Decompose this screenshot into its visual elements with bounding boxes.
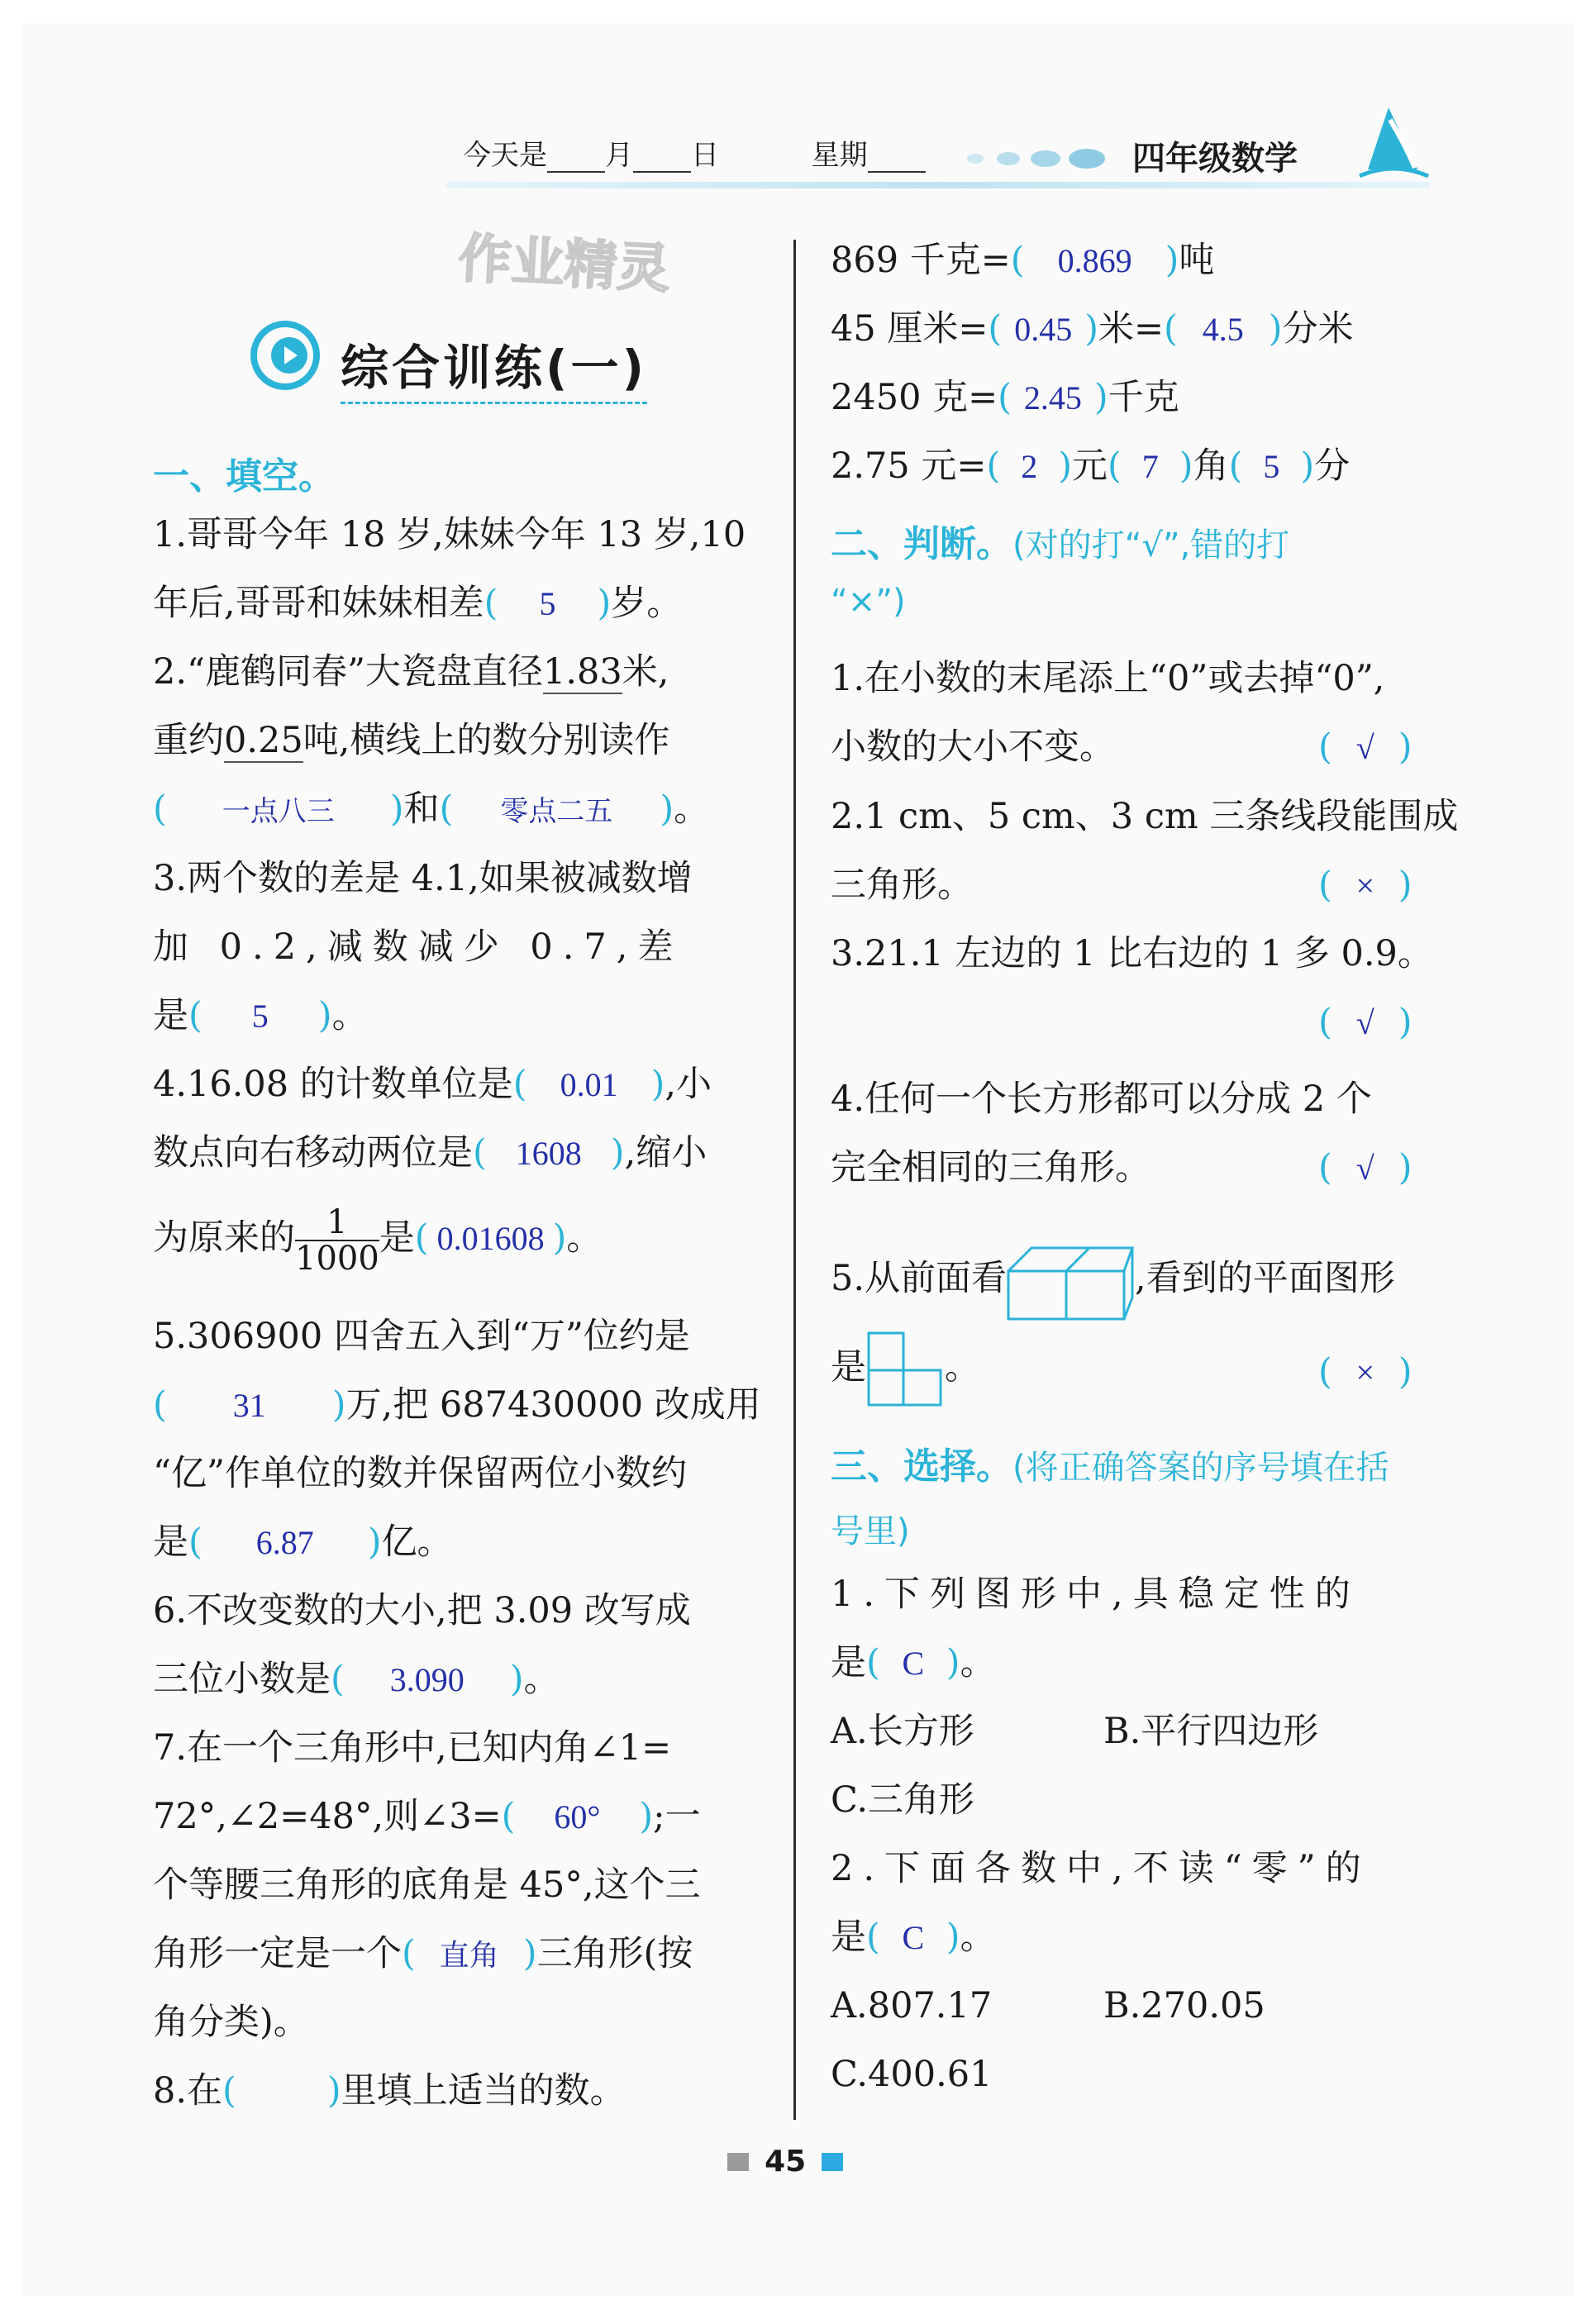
q7-line3: 个等腰三角形的底角是 45°,这个三 bbox=[153, 1864, 701, 1906]
c1-option-b[interactable]: B.平行四边形 bbox=[1103, 1711, 1319, 1752]
j1-line2: 小数的大小不变。 bbox=[831, 726, 1115, 768]
part2-heading-line bbox=[831, 514, 1289, 567]
q1-text: 年后,哥哥和妹妹相差 bbox=[153, 583, 484, 624]
conversion-row-2: 45 厘米=( 0.45 )米=( 4.5 )分米 bbox=[831, 308, 1354, 350]
j3-answer-box[interactable]: ( √ ) bbox=[1318, 1002, 1413, 1043]
q6-line1: 6.不改变数的大小,把 3.09 改写成 bbox=[153, 1590, 691, 1631]
q4-answer-3[interactable]: 0.01608 bbox=[436, 1220, 545, 1257]
conv4-unit-2: 角 bbox=[1193, 445, 1229, 487]
q4-text-b: ,小 bbox=[665, 1064, 712, 1105]
j2-line2: 三角形。 bbox=[831, 864, 973, 906]
fraction-denominator: 1000 bbox=[295, 1240, 379, 1278]
j5-text2: 是 bbox=[831, 1346, 866, 1388]
q4-line2: 数点向右移动两位是( 1608 ),缩小 bbox=[153, 1132, 707, 1174]
j4-line1: 4.任何一个长方形都可以分成 2 个 bbox=[831, 1079, 1372, 1120]
q6-text: 三位小数是 bbox=[153, 1659, 331, 1700]
part3-note: (将正确答案的序号填在括 bbox=[1012, 1449, 1389, 1487]
conv1-answer[interactable]: 0.869 bbox=[1057, 242, 1132, 279]
q5-answer-1[interactable]: 31 bbox=[232, 1387, 266, 1424]
q2-line3: ( 一点八三 )和( 零点二五 )。 bbox=[153, 788, 709, 832]
j2-answer[interactable]: × bbox=[1355, 867, 1375, 904]
q2-text2: 重约 bbox=[153, 720, 224, 761]
j4-answer[interactable]: √ bbox=[1355, 1150, 1374, 1187]
part2-note: (对的打“√”,错的打 bbox=[1012, 526, 1290, 564]
c2-option-b[interactable]: B.270.05 bbox=[1103, 1985, 1265, 2026]
j1-line1: 1.在小数的末尾添上“0”或去掉“0”, bbox=[831, 658, 1385, 699]
conv4-answer-2[interactable]: 7 bbox=[1141, 448, 1159, 485]
q8-text-b: 里填上适当的数。 bbox=[341, 2070, 626, 2112]
part1-heading: 一、填空。 bbox=[153, 455, 335, 498]
q2-underlined-1: 1.83 bbox=[543, 651, 622, 693]
j1-answer-box[interactable]: ( √ ) bbox=[1318, 726, 1413, 768]
conv2-answer-2[interactable]: 4.5 bbox=[1202, 311, 1244, 348]
c1-option-a[interactable]: A.长方形 bbox=[831, 1711, 974, 1752]
j3-answer[interactable]: √ bbox=[1355, 1004, 1374, 1041]
page-number: 45 bbox=[765, 2145, 807, 2179]
part2-heading: 二、判断。 bbox=[831, 523, 1012, 565]
conv1-text: 869 千克= bbox=[831, 240, 1011, 281]
q3-answer[interactable]: 5 bbox=[251, 998, 269, 1035]
j5-line2 bbox=[831, 1331, 980, 1409]
q4-text: 4.16.08 的计数单位是 bbox=[153, 1064, 513, 1105]
q2-text2b: 吨,横线上的数分别读作 bbox=[303, 720, 670, 761]
q4-line3: 为原来的 $\frac{1}{1000}$ 是( 0.01608 )。 bbox=[153, 1203, 603, 1278]
q1-answer[interactable]: 5 bbox=[539, 585, 556, 622]
q4-end: 。 bbox=[566, 1217, 603, 1259]
sailboat-icon bbox=[1355, 103, 1430, 186]
q6-end: 。 bbox=[523, 1659, 560, 1700]
conv3-text: 2450 克= bbox=[831, 377, 998, 418]
weekday-blank[interactable] bbox=[868, 138, 926, 173]
day-label: 日 bbox=[691, 139, 719, 172]
q3-text: 是 bbox=[153, 995, 188, 1036]
q5-answer-2[interactable]: 6.87 bbox=[255, 1524, 314, 1561]
j4-answer-box[interactable]: ( √ ) bbox=[1318, 1147, 1413, 1188]
q4-answer-2[interactable]: 1608 bbox=[515, 1135, 582, 1172]
day-blank[interactable] bbox=[633, 138, 691, 173]
conversion-row-3: 2450 克=( 2.45 )千克 bbox=[831, 377, 1179, 418]
j2-line1: 2.1 cm、5 cm、3 cm 三条线段能围成 bbox=[831, 796, 1459, 837]
section-title: 综合训练(一) bbox=[341, 329, 647, 404]
q5-line1: 5.306900 四舍五入到“万”位约是 bbox=[153, 1316, 690, 1357]
q2-and: 和 bbox=[403, 788, 440, 830]
q4-text3b: 是 bbox=[379, 1217, 415, 1259]
part3-note-2: 号里) bbox=[831, 1512, 910, 1550]
q7-text2: 72°,∠2=48°,则∠3= bbox=[153, 1796, 502, 1837]
conversion-row-4: 2.75 元=( 2 )元( 7 )角( 5 )分 bbox=[831, 445, 1351, 487]
blue-square-icon bbox=[822, 2153, 843, 2171]
q8-text: 8.在 bbox=[153, 2070, 223, 2112]
q4-text2: 数点向右移动两位是 bbox=[153, 1132, 473, 1174]
q7-line2: 72°,∠2=48°,则∠3=( 60° );一 bbox=[153, 1796, 701, 1837]
q3-end: 。 bbox=[331, 995, 368, 1036]
q5-line4: 是( 6.87 )亿。 bbox=[153, 1521, 453, 1563]
q4-text2b: ,缩小 bbox=[624, 1132, 707, 1174]
weekday-label: 星期 bbox=[811, 139, 868, 172]
q8-line1: 8.在( )里填上适当的数。 bbox=[153, 2070, 626, 2112]
q3-line3: 是( 5 )。 bbox=[153, 995, 368, 1036]
gray-square-icon bbox=[727, 2153, 749, 2171]
part3-heading-line bbox=[831, 1436, 1389, 1489]
conv4-text: 2.75 元= bbox=[831, 445, 987, 487]
c1-option-c[interactable]: C.三角形 bbox=[831, 1779, 975, 1821]
c2-option-a[interactable]: A.807.17 bbox=[831, 1985, 993, 2026]
c2-answer[interactable]: C bbox=[902, 1919, 925, 1956]
j5-line1 bbox=[831, 1240, 1395, 1322]
q2-text-b: 米, bbox=[622, 651, 669, 693]
q7-answer-2[interactable]: 直角 bbox=[439, 1939, 499, 1973]
watermark-text: 作业精灵 bbox=[456, 228, 672, 301]
month-label: 月 bbox=[605, 139, 633, 172]
q4-text3: 为原来的 bbox=[153, 1217, 295, 1259]
date-label: 今天是 bbox=[463, 139, 547, 172]
column-divider bbox=[793, 240, 796, 2120]
conv3-unit: 千克 bbox=[1108, 377, 1179, 418]
conv1-unit: 吨 bbox=[1179, 240, 1215, 281]
c1-line1: 1.下列图形中,具稳定性的 bbox=[831, 1574, 1360, 1615]
q5-line3: “亿”作单位的数并保留两位小数约 bbox=[153, 1453, 687, 1494]
conv2-unit-2: 分米 bbox=[1282, 308, 1354, 350]
header-underline bbox=[446, 182, 1430, 188]
c1-text: 是 bbox=[831, 1642, 866, 1683]
date-line bbox=[463, 132, 926, 173]
c2-line1: 2.下面各数中,不读“零”的 bbox=[831, 1848, 1371, 1889]
conv4-answer-3[interactable]: 5 bbox=[1263, 448, 1280, 485]
q4-answer-1[interactable]: 0.01 bbox=[560, 1066, 618, 1103]
q2-answer-2[interactable]: 零点二五 bbox=[500, 795, 613, 828]
c2-end: 。 bbox=[960, 1917, 996, 1958]
q5-text4: 是 bbox=[153, 1521, 188, 1563]
j4-line2: 完全相同的三角形。 bbox=[831, 1147, 1151, 1188]
month-blank[interactable] bbox=[547, 138, 605, 173]
q2-text: 2.“鹿鹤同春”大瓷盘直径 bbox=[153, 651, 543, 693]
q7-text4b: 三角形(按 bbox=[536, 1933, 693, 1974]
j5-answer[interactable]: × bbox=[1355, 1354, 1375, 1391]
c1-line2: 是( C )。 bbox=[831, 1642, 996, 1683]
q5-line2: ( 31 )万,把 687430000 改成用 bbox=[153, 1384, 761, 1426]
grade-subject-title: 四年级数学 bbox=[1132, 140, 1298, 178]
c1-answer[interactable]: C bbox=[902, 1645, 925, 1682]
c2-text: 是 bbox=[831, 1917, 866, 1958]
q1-line1: 1.哥哥今年 18 岁,妹妹今年 13 岁,10 bbox=[153, 514, 746, 555]
header bbox=[446, 124, 1430, 198]
q1-end: 岁。 bbox=[611, 583, 683, 624]
j5-text: 5.从前面看 bbox=[831, 1258, 1008, 1299]
q2-line1 bbox=[153, 651, 669, 693]
j3-line1: 3.21.1 左边的 1 比右边的 1 多 0.9。 bbox=[831, 933, 1433, 974]
q7-answer-1[interactable]: 60° bbox=[554, 1798, 601, 1836]
part3-heading: 三、选择。 bbox=[831, 1445, 1012, 1488]
q1-line2: 年后,哥哥和妹妹相差( 5 )岁。 bbox=[153, 583, 683, 624]
conversion-row-1: 869 千克=( 0.869 )吨 bbox=[831, 240, 1215, 281]
decor-dots-icon bbox=[942, 140, 1124, 174]
j1-answer[interactable]: √ bbox=[1355, 729, 1374, 766]
cube-figure-icon bbox=[1007, 1240, 1135, 1322]
conv2-text: 45 厘米= bbox=[831, 308, 989, 350]
q5-text2: 万,把 687430000 改成用 bbox=[345, 1384, 761, 1426]
conv4-unit-3: 分 bbox=[1314, 445, 1351, 487]
j5-end: 。 bbox=[945, 1346, 980, 1388]
q6-line2: 三位小数是( 3.090 )。 bbox=[153, 1659, 560, 1700]
q7-line1: 7.在一个三角形中,已知内角∠1= bbox=[153, 1727, 672, 1769]
conv3-answer[interactable]: 2.45 bbox=[1023, 379, 1082, 417]
q3-line1: 3.两个数的差是 4.1,如果被减数增 bbox=[153, 858, 693, 899]
q7-text4: 角形一定是一个 bbox=[153, 1933, 402, 1974]
q2-answer-1[interactable]: 一点八三 bbox=[222, 795, 335, 828]
q2-underlined-2: 0.25 bbox=[224, 720, 303, 761]
q6-answer[interactable]: 3.090 bbox=[389, 1661, 465, 1698]
q4-line1: 4.16.08 的计数单位是( 0.01 ),小 bbox=[153, 1064, 712, 1105]
j2-answer-box[interactable]: ( × ) bbox=[1318, 864, 1413, 906]
c2-line2: 是( C )。 bbox=[831, 1917, 996, 1958]
q2-end: 。 bbox=[674, 788, 710, 830]
page-footer bbox=[727, 2145, 843, 2179]
conv2-answer-1[interactable]: 0.45 bbox=[1014, 311, 1073, 348]
fraction-numerator: 1 bbox=[295, 1205, 379, 1241]
c1-end: 。 bbox=[960, 1642, 996, 1683]
conv4-unit-1: 元 bbox=[1072, 445, 1108, 487]
fraction bbox=[295, 1205, 379, 1276]
q7-line4: 角形一定是一个( 直角 )三角形(按 bbox=[153, 1933, 693, 1977]
j5-text-b: ,看到的平面图形 bbox=[1135, 1258, 1395, 1299]
q7-line5: 角分类)。 bbox=[153, 2002, 309, 2043]
conv4-answer-1[interactable]: 2 bbox=[1021, 448, 1038, 485]
j5-answer-box[interactable]: ( × ) bbox=[1318, 1351, 1413, 1393]
q5-end: 亿。 bbox=[381, 1521, 453, 1563]
q7-text2b: ;一 bbox=[653, 1796, 701, 1837]
q2-line2 bbox=[153, 720, 669, 761]
front-view-figure-icon bbox=[866, 1331, 945, 1409]
part2-note-2: “×”) bbox=[831, 583, 906, 621]
q3-line2: 加 0.2,减数减少 0.7,差 bbox=[153, 926, 684, 968]
play-circle-icon bbox=[248, 318, 322, 393]
c2-option-c[interactable]: C.400.61 bbox=[831, 2054, 993, 2095]
conv2-unit-1: 米= bbox=[1098, 308, 1165, 350]
